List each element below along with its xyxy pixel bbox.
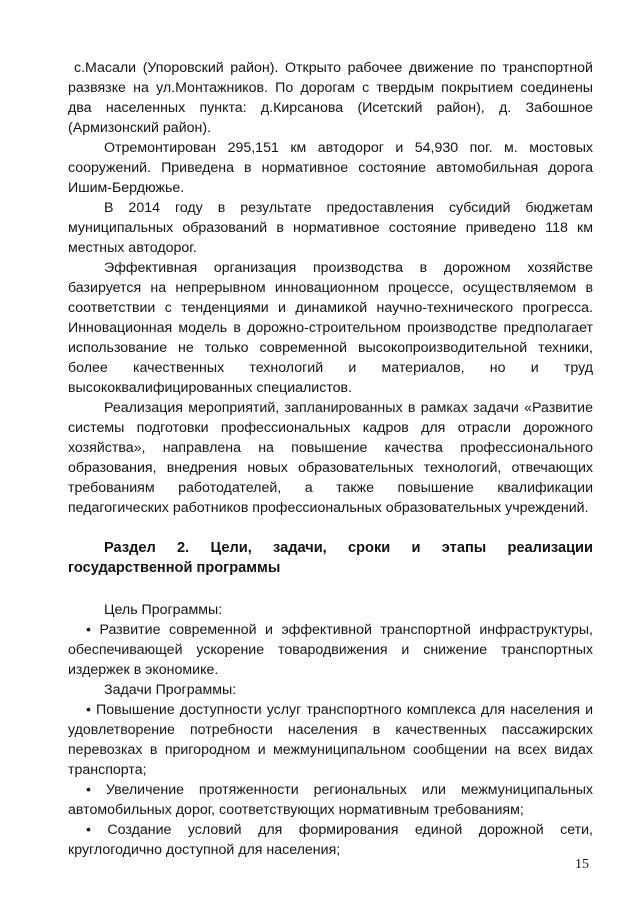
- goal-item: • Развитие современной и эффективной транспортной инфраструктуры, обеспечивающей ускорение товародвижения и снижение транспортных издержек в экономике.: [68, 622, 593, 678]
- page-content: [68, 58, 593, 860]
- body-paragraph: Отремонтирован 295,151 км автодорог и 54,930 пог. м. мостовых сооружений. Приведена в нормативное состояние автомобильная дорога Ишим-Бердюжье.: [68, 140, 593, 196]
- tasks-label: Задачи Программы:: [104, 682, 237, 698]
- page-number: 15: [575, 857, 589, 872]
- section-heading: Раздел 2. Цели, задачи, сроки и этапы реализации государственной программы: [68, 540, 593, 576]
- spacer: [68, 578, 593, 600]
- body-paragraph: с.Масали (Упоровский район). Открыто рабочее движение по транспортной развязке на ул.Монтажников. По дорогам с твердым покрытием соединены два населенных пункта: д.Кирсанова (Исетский район), д. Забошное (Армизонский район).: [68, 60, 593, 136]
- task-item: • Повышение доступности услуг транспортного комплекса для населения и удовлетворение потребности населения в качественных пассажирских перевозках в пригородном и межмуниципальном сообщении на всех видах транспорта;: [68, 702, 593, 778]
- body-paragraph: Реализация мероприятий, запланированных в рамках задачи «Развитие системы подготовки профессиональных кадров для отрасли дорожного хозяйства», направлена на повышение качества профессионального образования, внедрения новых образовательных технологий, отвечающих требованиям работодателей, а также повышение квалификации педагогических работников профессиональных образовательных учреждений.: [68, 400, 593, 516]
- task-item: • Создание условий для формирования единой дорожной сети, круглогодично доступной для населения;: [68, 822, 593, 858]
- body-paragraph: В 2014 году в результате предоставления субсидий бюджетам муниципальных образований в нормативное состояние приведено 118 км местных автодорог.: [68, 200, 593, 256]
- goal-label: Цель Программы:: [104, 602, 223, 618]
- body-paragraph: Эффективная организация производства в дорожном хозяйстве базируется на непрерывном инновационном процессе, осуществляемом в соответствии с тенденциями и динамикой научно-технического прогресса. Инновационная модель в дорожно-строительном производстве предполагает использование не только современной высокопроизводительной техники, более качественных технологий и материалов, но и труд высококвалифицированных специалистов.: [68, 260, 593, 396]
- task-item: • Увеличение протяженности региональных или межмуниципальных автомобильных дорог, соответствующих нормативным требованиям;: [68, 782, 593, 818]
